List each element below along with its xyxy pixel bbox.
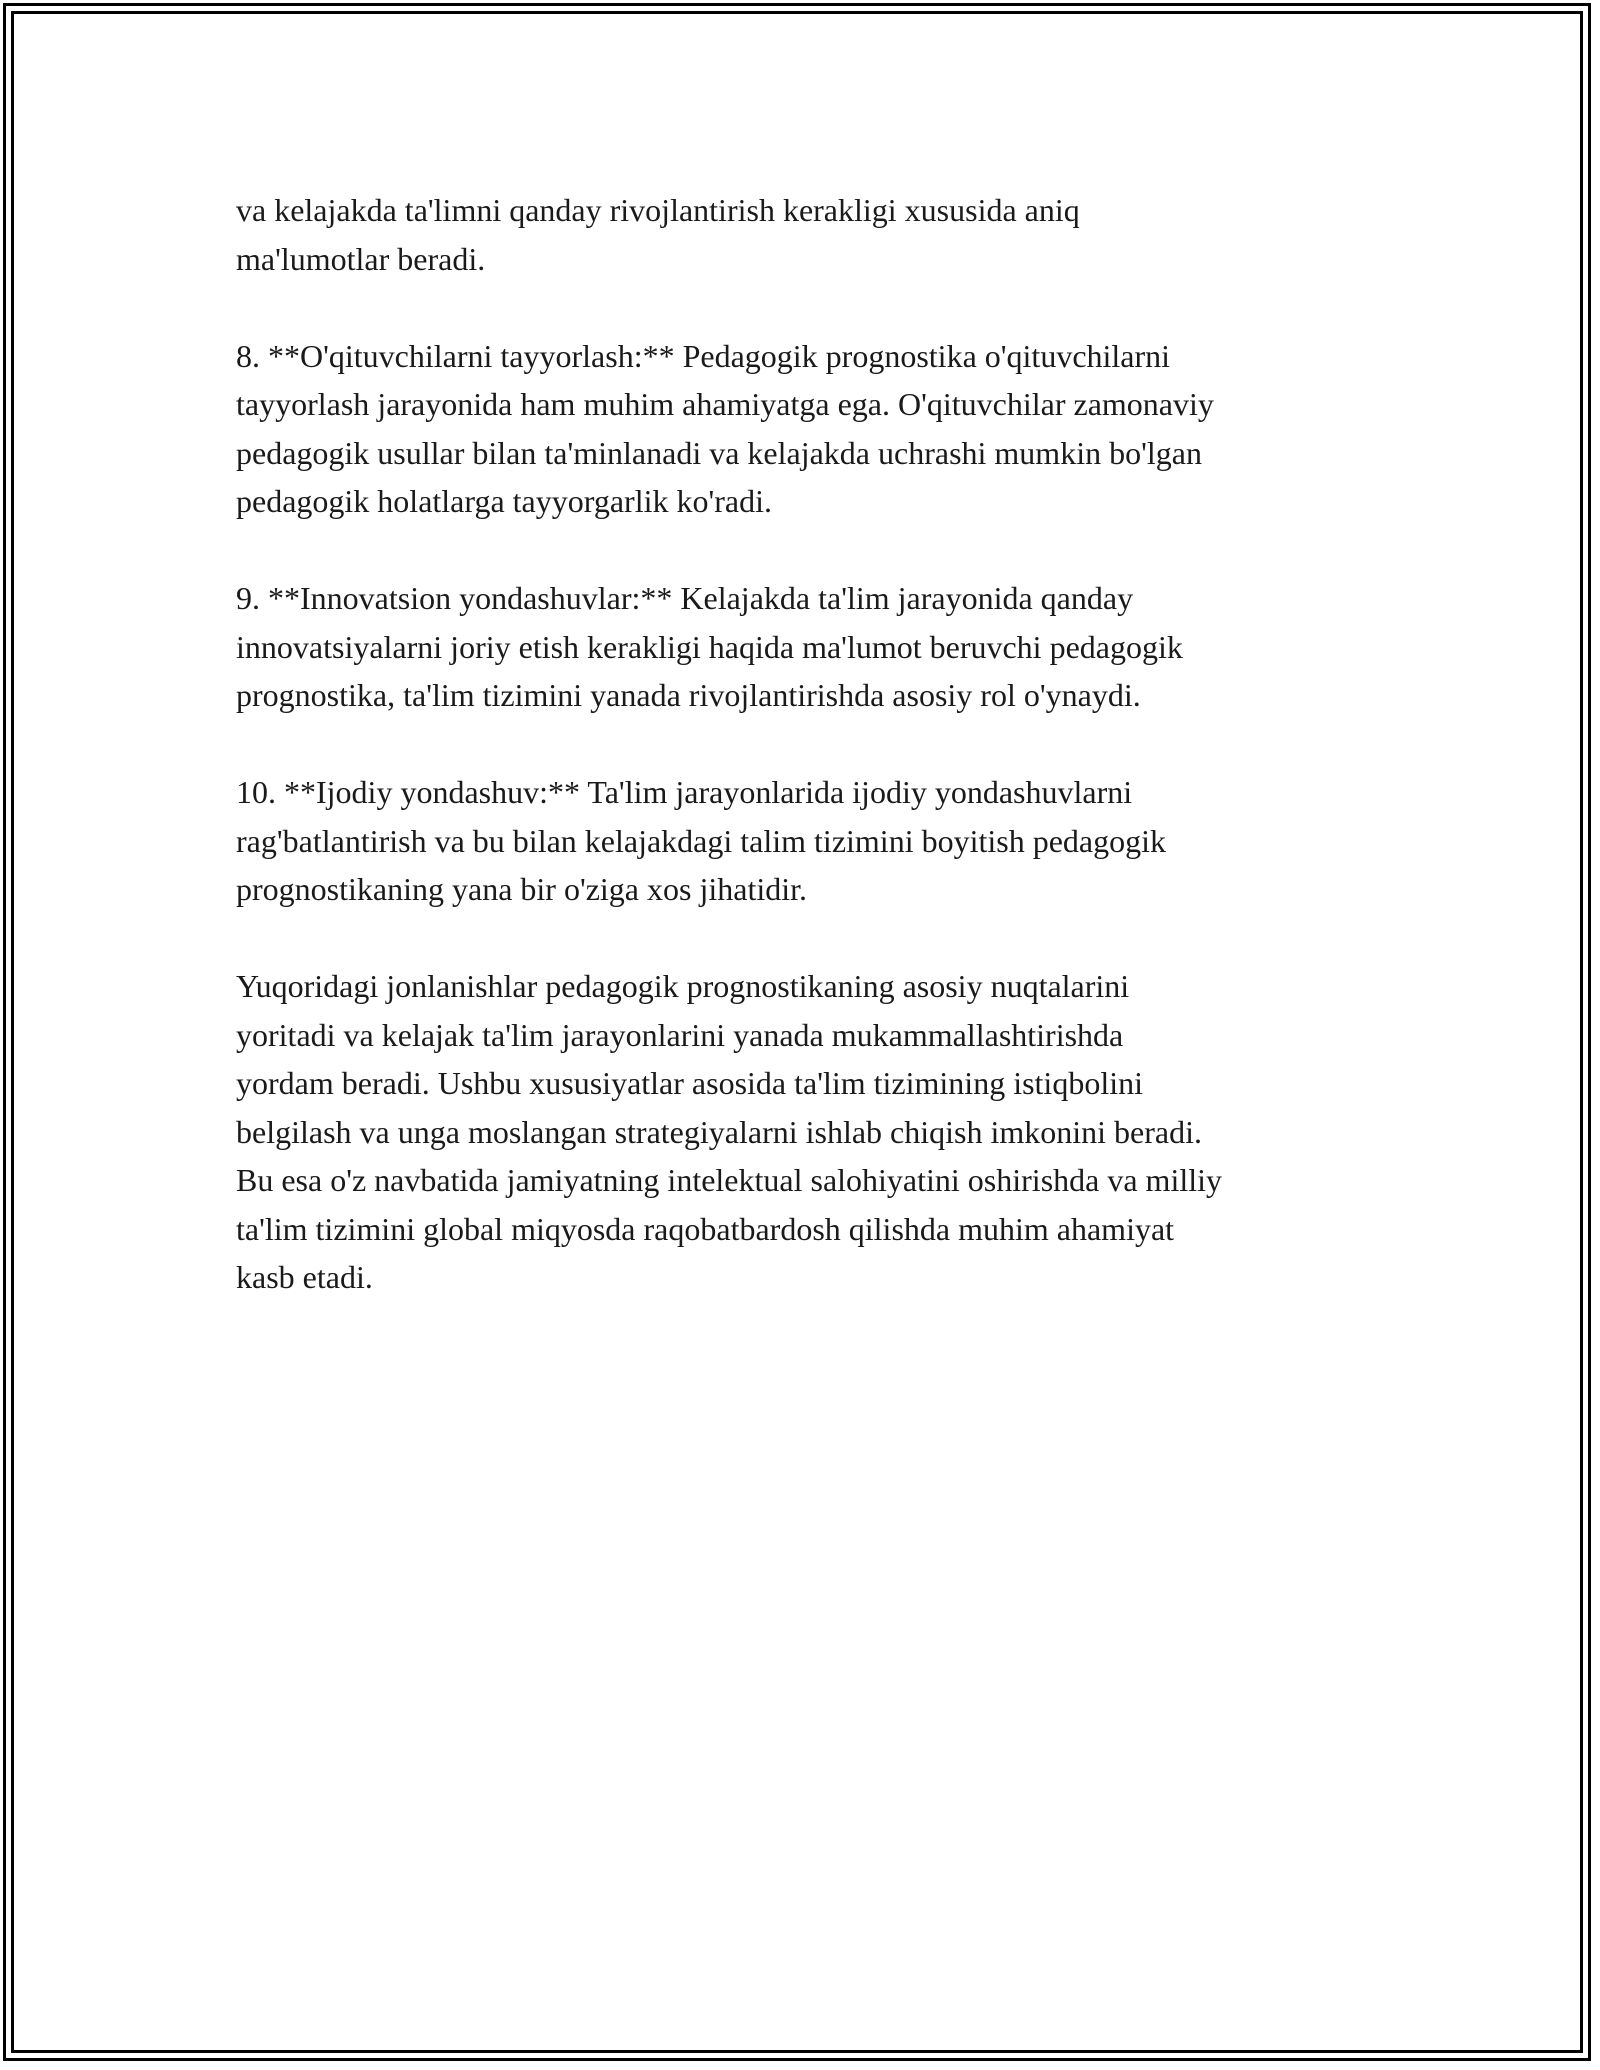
paragraph-item-9: 9. **Innovatsion yondashuvlar:** Kelajakda ta'lim jarayonida qanday innovatsiyalarni joriy etish kerakligi haqida ma'lumot beruvchi pedagogik prognostika, ta'lim tizimini yanada rivojlantirishda asosiy rol o'ynaydi. bbox=[236, 580, 1183, 713]
paragraph-continuation: va kelajakda ta'limni qanday rivojlantirish kerakligi xususida aniq ma'lumotlar beradi. bbox=[236, 192, 1080, 277]
paragraph-conclusion: Yuqoridagi jonlanishlar pedagogik prognostikaning asosiy nuqtalarini yoritadi va kelajak ta'lim jarayonlarini yanada mukammallashtirishda yordam beradi. Ushbu xususiyatlar asosida ta'lim tizimining istiqbolini belgilash va unga moslangan strategiyalarni ishlab chiqish imkonini beradi. Bu esa o'z navbatida jamiyatning intelektual salohiyatini oshirishda va milliy ta'lim tizimini global miqyosda raqobatbardosh qilishda muhim ahamiyat kasb etadi. bbox=[236, 968, 1222, 1295]
document-body bbox=[236, 186, 1386, 1350]
paragraph-item-10: 10. **Ijodiy yondashuv:** Ta'lim jarayonlarida ijodiy yondashuvlarni rag'batlantirish va bu bilan kelajakdagi talim tizimini boyitish pedagogik prognostikaning yana bir o'ziga xos jihatidir. bbox=[236, 774, 1166, 907]
paragraph-item-8: 8. **O'qituvchilarni tayyorlash:** Pedagogik prognostika o'qituvchilarni tayyorlash jarayonida ham muhim ahamiyatga ega. O'qituvchilar zamonaviy pedagogik usullar bilan ta'minlanadi va kelajakda uchrashi mumkin bo'lgan pedagogik holatlarga tayyorgarlik ko'radi. bbox=[236, 337, 1214, 519]
